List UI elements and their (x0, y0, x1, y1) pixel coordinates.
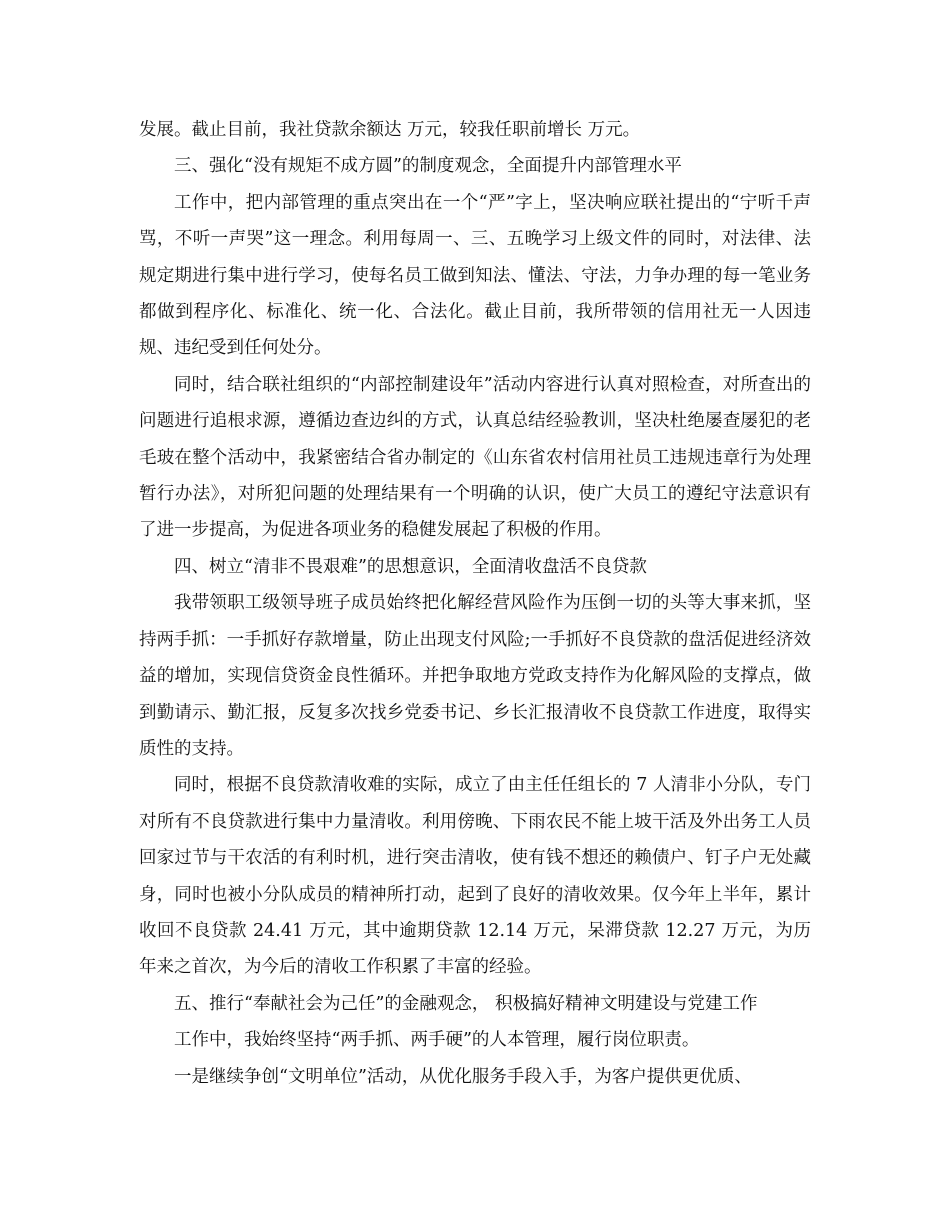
paragraph: 工作中，把内部管理的重点突出在一个“严”字上，坚决响应联社提出的“宁听千声骂，不听一声哭”这一理念。利用每周一、三、五晚学习上级文件的同时，对法律、法规定期进行集中进行学习，使每名员工做到知法、懂法、守法，力争办理的每一笔业务都做到程序化、标准化、统一化、合法化。截止目前，我所带领的信用社无一人因违规、违纪受到任何处分。 (139, 192, 811, 359)
section-heading-5: 五、推行“奉献社会为己任”的金融观念， 积极搞好精神文明建设与党建工作 (174, 993, 758, 1014)
paragraph: 工作中，我始终坚持“两手抓、两手硬”的人本管理，履行岗位职责。 (174, 1030, 700, 1051)
section-heading-4: 四、树立“清非不畏艰难”的思想意识，全面清收盘活不良贷款 (174, 556, 647, 577)
section-heading-3: 三、强化“没有规矩不成方圆”的制度观念，全面提升内部管理水平 (174, 156, 682, 177)
paragraph-continuation: 发展。截止目前，我社贷款余额达 万元，较我任职前增长 万元。 (139, 120, 641, 140)
paragraph: 同时，根据不良贷款清收难的实际，成立了由主任任组长的 7 人清非小分队，专门对所有不良贷款进行集中力量清收。利用傍晚、下雨农民不能上坡干活及外出务工人员回家过节与干农活的有利时机，进行突击清收，使有钱不想还的赖债户、钉子户无处藏身，同时也被小分队成员的精神所打动，起到了良好的清收效果。仅今年上半年，累计收回不良贷款 24.41 万元，其中逾期贷款 12.14 万元，呆滞贷款 12.27 万元，为历年来之首次，为今后的清收工作积累了丰富的经验。 (139, 775, 811, 978)
document-body (139, 112, 811, 1095)
paragraph: 一是继续争创“文明单位”活动，从优化服务手段入手，为客户提供更优质、 (174, 1066, 752, 1087)
paragraph: 同时，结合联社组织的“内部控制建设年”活动内容进行认真对照检查，对所查出的问题进行追根求源，遵循边查边纠的方式，认真总结经验教训，坚决杜绝屡查屡犯的老毛玻在整个活动中，我紧密结合省办制定的《山东省农村信用社员工违规违章行为处理暂行办法》，对所犯问题的处理结果有一个明确的认识，使广大员工的遵纪守法意识有了进一步提高，为促进各项业务的稳健发展起了积极的作用。 (139, 374, 811, 541)
paragraph: 我带领职工级领导班子成员始终把化解经营风险作为压倒一切的头等大事来抓，坚持两手抓：一手抓好存款增量，防止出现支付风险;一手抓好不良贷款的盘活促进经济效益的增加，实现信贷资金良性循环。并把争取地方党政支持作为化解风险的支撑点，做到勤请示、勤汇报，反复多次找乡党委书记、乡长汇报清收不良贷款工作进度，取得实质性的支持。 (139, 593, 811, 759)
